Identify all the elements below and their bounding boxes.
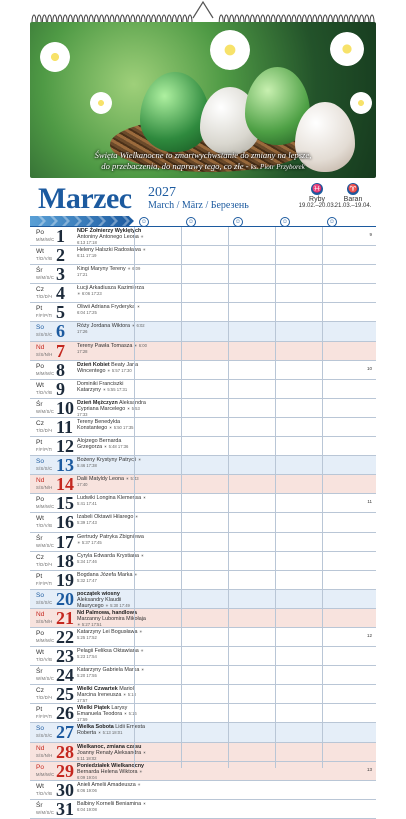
day-number: 17 [56,531,74,552]
day-row [30,399,376,418]
weekday-label: Pt [36,305,43,313]
column-divider [322,227,323,768]
day-number: 23 [56,646,74,667]
day-row [30,628,376,647]
weekday-translations: S/S/N/Н [36,618,53,624]
day-number: 8 [56,359,65,380]
day-row [30,475,376,494]
holiday-label: Nd Palmowa, handlowa [77,609,137,616]
day-row [30,552,376,571]
day-names [77,705,147,723]
holiday-label: Wielki Piątek [77,705,110,712]
day-row [30,800,376,819]
day-row [30,284,376,303]
nameday-list: Beaty Jana Wincentego [77,361,139,374]
weekday-translations: W/M/S/C [36,408,55,414]
weekday-label: Cz [36,419,44,427]
sunrise-sunset: ☀ 5:55 17:31 [102,386,128,392]
day-names [77,610,147,628]
sunrise-sunset: ☀ 5:13 18:01 [97,730,123,736]
smiley-icon: ☺ [187,219,195,225]
week-number: 9 [369,232,372,237]
weekday-label: Wt [36,381,44,389]
sunrise-sunset: ☀ 6:04 19:08 [77,800,147,812]
day-names [77,476,147,488]
day-row [30,342,376,361]
green-egg-image [140,72,210,152]
nameday-list: Balbiny Kornelii Beniamina [77,800,142,807]
sun-times: 5:30 17:49 [110,602,130,608]
weekday-label: Wt [36,782,44,790]
day-names [77,495,147,507]
nameday-list: Oliwii Adriana Fryderyka [77,304,136,311]
weekday-label: Po [36,229,44,236]
weekday-translations: M/M/M/C [36,370,55,376]
nameday-list: Róży Jordana Wiktora [77,323,131,330]
sunrise-sunset: ☀ 6:02 17:26 [77,323,145,335]
day-row [30,361,376,380]
holiday-label: Wielka Sobota [77,724,114,731]
sunrise-sunset: ☀ 5:46 17:38 [77,457,142,469]
day-row [30,380,376,399]
nameday-list: Dominiki Franciszki Katarzyny [77,380,124,393]
sun-times: 5:53 17:33 [77,405,140,417]
weekday-label: Wt [36,515,44,523]
day-row [30,418,376,437]
day-number: 21 [56,607,74,628]
sun-times: 5:27 17:51 [81,621,102,627]
day-names [77,591,147,609]
day-row [30,704,376,723]
day-names [77,304,147,316]
day-number: 7 [56,340,65,361]
day-row [30,666,376,685]
easter-photo [30,22,376,178]
year-label: 2027 [148,185,176,200]
day-names [77,323,147,335]
week-number: 10 [366,365,372,371]
weekday-translations: S/S/S/C [36,599,53,605]
quote-line: do przebaczenia, do naprawy tego, co złe - [101,161,249,171]
month-title: Marzec [38,182,132,215]
nameday-list: Marzanny Lubomira Mikołaja [77,615,146,622]
weekday-label: Nd [36,610,45,618]
day-row [30,322,376,341]
day-names [77,266,147,278]
sun-times: 6:06 17:23 [81,291,102,297]
smiley-icon: ☺ [234,219,242,225]
sun-times: 5:13 18:01 [102,730,123,736]
nameday-list: Bożeny Krystyny Patrycji [77,457,137,464]
day-names [77,724,147,736]
day-number: 5 [56,302,65,323]
day-number: 31 [56,798,74,819]
sunrise-sunset: ☀ 5:20 17:55 [77,667,145,679]
nameday-list: Łucji Arkadiusza Kazimierza [77,285,145,292]
day-number: 27 [56,722,74,743]
weekday-label: Po [36,362,44,370]
day-row [30,513,376,532]
sunrise-sunset: ☀ 6:06 17:23 [77,291,102,297]
sun-times: 5:25 17:52 [77,634,97,640]
day-row [30,494,376,513]
weekday-label: Wt [36,649,44,657]
weekday-translations: M/M/M/C [36,637,55,643]
weekday-translations: S/S/N/Н [36,752,53,758]
weekday-translations: M/M/M/C [36,237,55,242]
day-names [77,782,147,794]
day-names [77,400,147,418]
nameday-list: Kingi Maryny Tereny [77,266,126,273]
nameday-list: Ludwiki Longina Klemensa [77,495,142,502]
weekday-label: So [36,458,44,466]
weekday-translations: T/D/V/B [36,523,53,529]
column-divider [275,227,276,768]
sun-times: 5:43 17:40 [77,476,139,488]
nameday-list: Gertrudy Patryka Zbigniewa [77,533,144,540]
nameday-list: Marioli Marcina Ireneusza [77,686,136,699]
day-number: 1 [56,226,65,246]
sun-times: 6:09 19:04 [77,774,97,780]
day-names [77,686,147,704]
sunrise-sunset: ☀ 6:00 17:28 [77,342,147,354]
day-names [77,457,147,469]
column-divider [134,227,135,768]
day-row [30,609,376,628]
holiday-label: Poniedziałek Wielkanocny [77,762,145,769]
weekday-translations: M/M/M/C [36,504,55,510]
weekday-label: Nd [36,744,45,752]
day-number: 4 [56,283,65,304]
quote-author: ks. Piotr Przyborek [250,163,305,171]
weekday-label: Śr [36,400,43,408]
sunrise-sunset: ☀ 5:34 17:46 [77,552,145,564]
weekday-label: Po [36,763,44,771]
week-number: 11 [367,499,372,505]
holiday-label: początek wiosny [77,590,120,597]
sunrise-sunset: ☀ 6:13 17:18 [77,234,145,245]
weekday-label: So [36,725,44,733]
weekday-translations: W/M/S/C [36,275,55,281]
sun-times: 6:06 19:06 [77,787,97,793]
nameday-list: Bogdana Józefa Marka [77,571,133,578]
weekday-label: Pt [36,706,43,714]
weekday-label: Śr [36,668,43,676]
day-number: 18 [56,550,74,571]
weekday-label: Wt [36,248,44,256]
day-names [77,381,147,393]
day-names [77,648,147,660]
day-names [77,438,147,450]
flower-image [350,92,372,114]
weekday-translations: T/D/V/B [36,657,53,663]
arrow-bar [30,216,134,226]
day-number: 13 [56,455,74,476]
nameday-list: Alojzego Bernarda Grzegorza [77,438,122,451]
sunrise-sunset: ☀ 5:37 17:45 [77,539,102,545]
nameday-list: Katarzyny Gabriela Marka [77,667,140,674]
day-row [30,456,376,475]
sun-times: 5:50 17:35 [113,424,134,430]
sunrise-sunset: ☀ 5:30 17:49 [105,602,130,608]
month-header [30,180,376,214]
sun-times: 5:55 17:31 [107,386,128,392]
nameday-list: Bernarda Helena Wiktora [77,768,138,775]
weekday-translations: T/D/V/B [36,790,53,796]
zodiac-aries [328,183,378,209]
day-row [30,647,376,666]
holiday-label: Wielkanoc, zmiana czasu [77,743,142,750]
month-alt-names: March / März / Березень [148,200,249,211]
nameday-list: Izabeli Oktawii Hilarego [77,514,134,521]
weekday-label: So [36,324,44,332]
day-number: 10 [56,397,74,418]
sunrise-sunset: ☀ 5:16 17:59 [77,711,137,723]
day-row [30,265,376,284]
sunrise-sunset: ☀ 6:09 17:21 [77,266,141,278]
day-names [77,534,147,546]
sunrise-sunset: ☀ 5:11 18:02 [77,749,147,761]
weekday-label: Po [36,629,44,637]
flower-image [330,32,364,66]
sunrise-sunset: ☀ 5:18 17:57 [77,692,136,704]
zodiac-name: Baran [343,196,363,203]
day-number: 11 [56,416,74,437]
sunrise-sunset: ☀ 6:06 19:06 [77,781,141,793]
sun-times: 5:16 17:59 [77,711,137,723]
sunrise-sunset: ☀ 5:23 17:54 [77,648,144,660]
weekday-label: Cz [36,286,44,294]
sunrise-sunset: ☀ 5:50 17:35 [108,424,134,430]
day-number: 14 [56,474,74,495]
day-names [77,343,147,355]
day-row [30,743,376,762]
sun-times: 5:57 17:30 [111,367,132,373]
weekday-translations: T/D/V/B [36,256,53,262]
nameday-list: Lidii Ernesta Roberta [77,724,145,737]
sun-times: 5:32 17:47 [77,577,97,583]
weekday-translations: W/M/S/C [36,809,55,815]
day-row [30,227,376,246]
sunrise-sunset: ☀ 5:27 17:51 [77,621,102,627]
day-number: 26 [56,703,74,724]
zodiac-name: Ryby [309,196,325,203]
nameday-list: Aleksandra Cypriana Marcelego [77,399,146,412]
sun-times: 6:13 17:18 [77,240,97,245]
sun-times: 5:41 17:41 [77,501,97,507]
sun-times: 6:02 17:26 [77,323,145,335]
nameday-list: Dalii Matyldy Leona [77,476,125,483]
nameday-list: Antoniny Antonego Leona [77,234,139,240]
holiday-label: Wielki Czwartek [77,686,118,693]
sunrise-sunset: ☀ 5:41 17:41 [77,495,147,507]
day-number: 24 [56,665,74,686]
sun-times: 5:39 17:43 [77,520,97,526]
day-names [77,629,147,641]
sun-times: 5:11 18:02 [77,755,97,761]
quote [30,150,376,173]
nameday-list: Cyryla Edwarda Krystiana [77,552,140,559]
nameday-list: Aleksandry Klaudii Maurycego [77,596,122,609]
day-number: 22 [56,626,74,647]
weekday-label: Cz [36,553,44,561]
sun-times: 5:20 17:55 [77,673,97,679]
weekday-translations: F/F/P/П [36,580,52,586]
sun-times: 5:46 17:38 [77,463,97,469]
nameday-list: Joanny Renaty Aleksandra [77,749,142,756]
weekday-label: Pt [36,572,43,580]
weekday-label: So [36,591,44,599]
column-divider [228,227,229,768]
column-divider [181,227,182,768]
pisces-icon: ♓ [312,184,322,193]
week-number: 12 [366,632,372,638]
zodiac-range: 19.02.–20.03. [298,203,336,209]
day-names [77,667,147,679]
weekday-translations: T/D/D/Ч [36,695,53,701]
day-names [77,285,147,297]
sunrise-sunset: ☀ 5:57 17:30 [106,367,132,373]
day-number: 9 [56,378,65,399]
weekday-translations: W/M/S/C [36,676,55,682]
sun-times: 5:37 17:45 [81,539,102,545]
day-row [30,437,376,456]
day-number: 15 [56,493,74,514]
weekday-translations: F/F/P/П [36,313,52,319]
day-row [30,533,376,552]
sun-times: 5:48 17:36 [108,444,129,450]
weekday-translations: F/F/P/П [36,447,52,453]
day-names [77,362,147,374]
smiley-icon: ☺ [140,219,148,225]
weekday-label: Śr [36,534,43,542]
day-row [30,246,376,265]
day-row [30,571,376,590]
flower-image [210,30,250,70]
day-row [30,723,376,742]
day-names [77,801,147,813]
holiday-label: Dzień Mężczyzn [77,399,118,406]
day-row [30,781,376,800]
weekday-translations: W/M/S/C [36,542,55,548]
flower-image [40,42,70,72]
day-row [30,762,376,781]
quote-line: Święta Wielkanocne to zmartwychwstanie do zmiany na lepsze, [94,150,312,160]
sunrise-sunset: ☀ 5:39 17:43 [77,514,139,526]
day-number: 25 [56,684,74,705]
weekday-translations: S/S/N/Н [36,351,53,357]
sunrise-sunset: ☀ 5:48 17:36 [103,444,129,450]
weekday-translations: S/S/S/C [36,332,53,338]
nameday-list: Heleny Halszki Radosława [77,247,141,254]
smiley-icon: ☺ [281,219,289,225]
sunrise-sunset: ☀ 6:11 17:19 [77,247,147,259]
sun-times: 6:04 17:25 [77,310,97,316]
zodiac-range: 21.03.–19.04. [334,203,372,209]
sun-times: 5:34 17:46 [77,558,97,564]
sunrise-sunset: ☀ 6:04 17:25 [77,304,141,316]
day-names [77,228,147,246]
sun-times: 6:11 17:19 [77,253,97,259]
day-number: 16 [56,512,74,533]
day-names [77,553,147,565]
weekday-translations: S/S/N/Н [36,485,53,491]
holiday-label: NDF Żołnierzy Wyklętych [77,228,142,234]
weekday-translations: T/D/D/Ч [36,561,53,567]
sunrise-sunset: ☀ 5:25 17:52 [77,628,143,640]
day-row [30,685,376,704]
day-grid [30,227,376,819]
sunrise-sunset: ☀ 5:43 17:40 [77,476,139,488]
holiday-label: Dzień Kobiet [77,361,110,368]
weekday-label: Cz [36,687,44,695]
nameday-list: Anieli Amelii Amadeusza [77,781,136,788]
day-number: 19 [56,569,74,590]
sun-times: 6:09 17:21 [77,266,141,278]
weekday-translations: S/S/S/C [36,466,53,472]
nameday-list: Tereny Benedykta Konstantego [77,418,121,431]
day-names [77,419,147,431]
weekday-translations: M/M/M/C [36,771,55,777]
aries-icon: ♈ [348,184,358,193]
sun-times: 6:00 17:28 [77,342,147,354]
sun-times: 5:18 17:57 [77,692,136,704]
day-number: 2 [56,245,65,266]
day-row [30,590,376,609]
sunrise-sunset: ☀ 5:53 17:33 [77,405,140,417]
day-names [77,514,147,526]
day-number: 3 [56,264,65,285]
weekday-translations: S/S/S/C [36,733,53,739]
weekday-label: Pt [36,439,43,447]
nameday-list: Katarzyny Lei Bogusława [77,628,138,635]
sunrise-sunset: ☀ 6:09 19:04 [77,768,143,780]
day-row [30,303,376,322]
weekday-label: Nd [36,477,45,485]
nameday-list: Tereny Pawła Tomasza [77,342,133,349]
day-number: 29 [56,760,74,781]
nameday-list: Pelagii Feliksa Oktawiana [77,648,139,655]
day-number: 6 [56,321,65,342]
sun-times: 5:23 17:54 [77,654,97,660]
sunrise-sunset: ☀ 5:32 17:47 [77,571,138,583]
weekday-label: Śr [36,801,43,809]
weekday-translations: F/F/P/П [36,714,52,720]
flower-image [90,92,112,114]
day-number: 30 [56,779,74,800]
weekday-translations: T/D/V/B [36,389,53,395]
day-names [77,763,147,781]
day-names [77,572,147,584]
sun-times: 6:04 19:08 [77,806,97,812]
week-number: 13 [366,766,372,772]
weekday-label: Nd [36,343,45,351]
day-number: 20 [56,588,74,609]
day-names [77,744,147,762]
nameday-list: Larysy Emanuela Teodora [77,705,128,718]
weekday-translations: T/D/D/Ч [36,294,53,300]
weekday-translations: T/D/D/Ч [36,427,53,433]
weekday-label: Śr [36,267,43,275]
weekday-label: Po [36,496,44,504]
day-number: 28 [56,741,74,762]
day-number: 12 [56,436,74,457]
day-names [77,247,147,259]
smiley-icon: ☺ [328,219,336,225]
